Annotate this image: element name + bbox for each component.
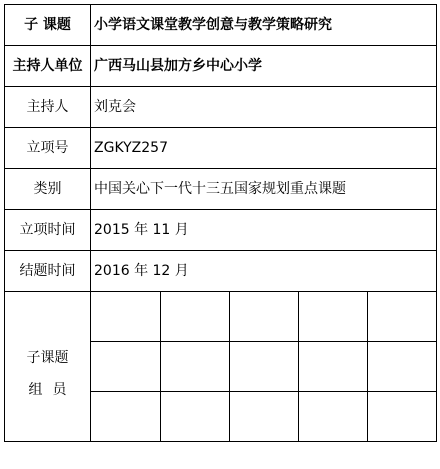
subtopic-label: 子 课题 [5, 5, 91, 46]
host-value: 刘克会 [91, 87, 437, 128]
member-cell[interactable] [367, 342, 436, 392]
member-cell[interactable] [367, 292, 436, 342]
host-label: 主持人 [5, 87, 91, 128]
members-table [91, 292, 436, 441]
members-grid [91, 292, 437, 442]
member-cell[interactable] [91, 342, 160, 392]
members-grid-row [91, 392, 436, 442]
row-host-unit [5, 46, 437, 87]
completion-date-value: 2016 年 12 月 [91, 251, 437, 292]
members-grid-row [91, 292, 436, 342]
row-approval-date [5, 210, 437, 251]
member-cell[interactable] [160, 342, 229, 392]
row-subtopic [5, 5, 437, 46]
member-cell[interactable] [229, 392, 298, 442]
member-cell[interactable] [229, 342, 298, 392]
row-category [5, 169, 437, 210]
row-project-number [5, 128, 437, 169]
member-cell[interactable] [160, 292, 229, 342]
host-unit-label: 主持人单位 [5, 46, 91, 87]
member-cell[interactable] [298, 342, 367, 392]
host-unit-value: 广西马山县加方乡中心小学 [91, 46, 437, 87]
completion-date-label: 结题时间 [5, 251, 91, 292]
member-cell[interactable] [298, 292, 367, 342]
member-cell[interactable] [298, 392, 367, 442]
approval-date-label: 立项时间 [5, 210, 91, 251]
project-number-value: ZGKYZ257 [91, 128, 437, 169]
members-grid-row [91, 342, 436, 392]
project-number-label: 立项号 [5, 128, 91, 169]
member-cell[interactable] [160, 392, 229, 442]
category-label: 类别 [5, 169, 91, 210]
members-label-line1: 子课题 [26, 349, 69, 366]
approval-date-value: 2015 年 11 月 [91, 210, 437, 251]
member-cell[interactable] [91, 292, 160, 342]
subtopic-value: 小学语文课堂教学创意与教学策略研究 [91, 5, 437, 46]
project-info-table [4, 4, 437, 442]
member-cell[interactable] [91, 392, 160, 442]
member-cell[interactable] [367, 392, 436, 442]
category-value: 中国关心下一代十三五国家规划重点课题 [91, 169, 437, 210]
row-completion-date [5, 251, 437, 292]
row-host [5, 87, 437, 128]
row-members [5, 292, 437, 442]
members-label [5, 292, 91, 442]
member-cell[interactable] [229, 292, 298, 342]
members-label-line2: 组员 [28, 381, 77, 398]
